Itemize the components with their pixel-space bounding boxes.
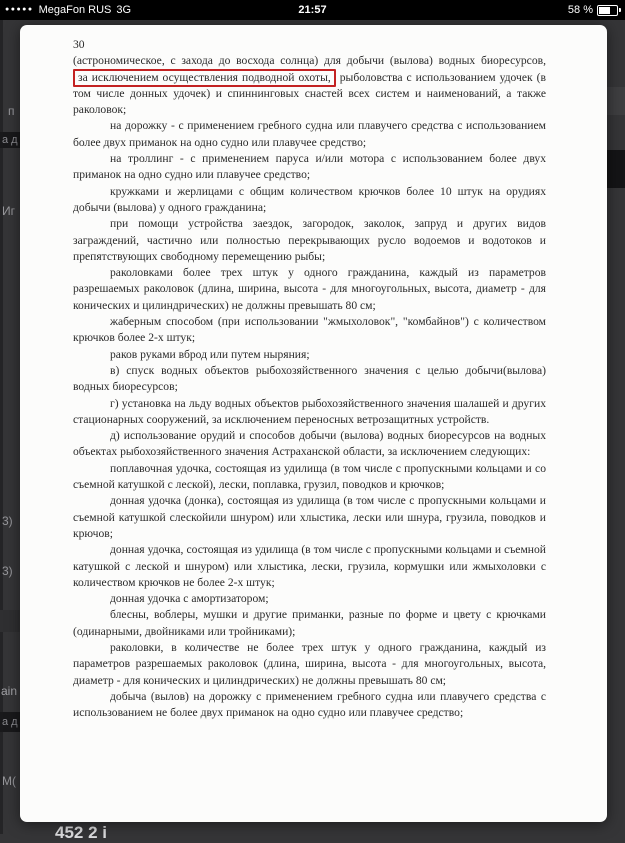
battery-percent-label: 58 % <box>567 4 593 16</box>
paragraph <box>73 53 546 118</box>
paragraph: жаберным способом (при использовании "жмыхоловок", "комбайнов") с количеством крючков более 2-х штук; <box>73 315 546 345</box>
signal-strength-icon: ●●●●● <box>5 5 34 13</box>
paragraph: блесны, воблеры, мушки и другие приманки, разные по форме и цвету с крючками (одинарными, двойниками или тройниками); <box>73 608 546 638</box>
background-row-fragment <box>607 87 625 115</box>
clock-label: 21:57 <box>298 4 327 16</box>
paragraph: кружками и жерлицами с общим количеством крючков более 10 штук на орудиях добычи (вылова) у одного гражданина; <box>73 184 546 214</box>
paragraph: г) установка на льду водных объектов рыбохозяйственного значения шалашей и других стационарных сооружений, за исключением переносных ветрозащитных устройств. <box>73 396 546 426</box>
paragraph: донная удочка с амортизатором; <box>110 592 269 606</box>
paragraph: раков руками вброд или путем ныряния; <box>110 347 310 361</box>
carrier-label: MegaFon RUS <box>38 4 112 16</box>
paragraph: донная удочка, состоящая из удилища (в том числе с пропускными кольцами и съемной катушкой с леской и шнуром) или хлыстика, лески, грузила, кормушки или жмыхоловки с количеством крючков не более 2-х штук; <box>73 543 546 589</box>
paragraph: на дорожку - с применением гребного судна или плавучего средства с использованием более двух приманок на одно судно или плавучее средство; <box>73 119 546 149</box>
background-selected-row-fragment: а д <box>0 132 22 148</box>
background-text-fragment: ain <box>1 684 18 698</box>
background-text-fragment: п <box>8 104 15 118</box>
battery-icon <box>597 5 618 16</box>
paragraph: на троллинг - с применением паруса и/или мотора с использованием более двух приманок на одно судно или плавучее средство; <box>73 152 546 182</box>
paragraph: поплавочная удочка, состоящая из удилища (в том числе с пропускными кольцами и со съемной катушкой с леской), лески, поплавка, грузил, поводков и крючков; <box>73 461 546 492</box>
background-bottom-text-fragment: 452 2 i <box>55 823 107 842</box>
network-type-label: 3G <box>116 4 132 16</box>
highlight-box: за исключением осуществления подводной охоты, <box>73 69 336 87</box>
paragraph-text: рыболовства с использованием удочек (в том числе донных удочек) и спиннинговых снастей всех систем и наименований, а также раколовок; <box>73 70 546 117</box>
page-number: 30 <box>73 38 85 51</box>
background-text-fragment: Иг <box>2 204 16 218</box>
background-text-fragment: 3) <box>2 514 13 528</box>
background-selected-row-fragment: а д <box>0 712 22 732</box>
paragraph: в) спуск водных объектов рыбохозяйственного значения с целью добычи(вылова) водных биоресурсов; <box>73 363 546 394</box>
background-text-fragment: М( <box>2 774 16 788</box>
paragraph: раколовками более трех штук у одного гражданина, каждый из параметров разрешаемых раколовок (длина, ширина, высота - для многоугольных, высота, диаметр - для конических и цилиндрических) не должны превышать 80 см; <box>73 266 546 312</box>
status-bar-right <box>568 4 625 16</box>
background-text-fragment: 3) <box>2 564 13 578</box>
paragraph: д) использование орудий и способов добычи (вылова) водных биоресурсов на водных объектах рыбохозяйственного значения Астраханской области, за исключением следующих: <box>73 429 546 459</box>
background-row-fragment <box>607 150 625 188</box>
paragraph: донная удочка (донка), состоящая из удилища (в том числе с пропускными кольцами и съемной катушкой слескойили шнуром) или хлыстика, лески или шнура, грузила, поводков и крючов; <box>73 494 546 540</box>
status-bar <box>0 0 625 20</box>
background-row-fragment <box>0 610 20 632</box>
document-page[interactable] <box>20 25 607 822</box>
paragraph-text: (астрономическое, с захода до восхода солнца) для добычи (вылова) водных биоресурсов, <box>73 54 546 68</box>
paragraph: добыча (вылов) на дорожку с применением гребного судна или плавучего средства с использованием не более двух приманок на одно судно или плавучее средство; <box>73 689 546 720</box>
paragraph: раколовки, в количестве не более трех штук у одного гражданина, каждый из параметров разрешаемых раколовок (длина, ширина, высота - для многоугольных, высота, диаметр - для конических и цилиндрических) не должны превышать 80 см; <box>73 640 546 687</box>
page-content <box>20 25 607 721</box>
status-bar-left <box>0 4 131 16</box>
paragraph: при помощи устройства заездок, загородок, заколок, запруд и других видов заграждений, частично или полностью перекрывающих русло водоемов и водотоков и препятствующих свободному перемещению рыбы; <box>73 217 546 263</box>
